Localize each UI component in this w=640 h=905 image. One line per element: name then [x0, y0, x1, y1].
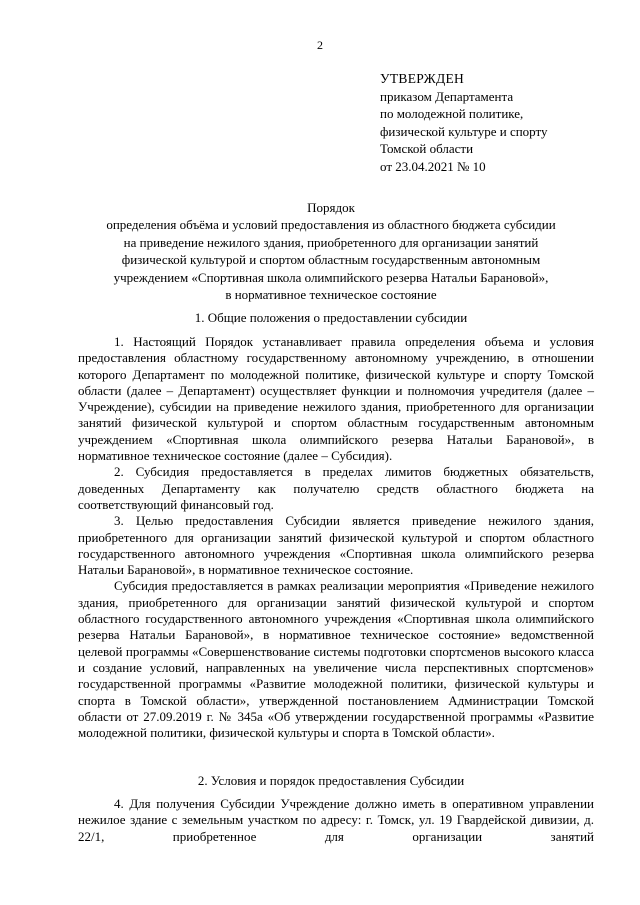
title-line: на приведение нежилого здания, приобретенного для организации занятий	[123, 234, 539, 250]
title-line: определения объёма и условий предоставления из областного бюджета субсидии	[106, 217, 556, 233]
approval-line: физической культуре и спорту	[380, 123, 548, 139]
approval-word: УТВЕРЖДЕН	[380, 71, 465, 86]
section-1-heading: 1. Общие положения о предоставлении субсидии	[194, 310, 468, 325]
approval-line: по молодежной политике,	[380, 106, 524, 121]
approval-line: приказом Департамента	[380, 88, 514, 104]
paragraph-4: 4. Для получения Субсидии Учреждение должно иметь в оперативном управлении нежилое здание с земельным участком по адресу: г. Томск, ул. 19 Гвардейской дивизии, д. 22/1, приобретенное для организации занятий	[78, 796, 594, 844]
title-line: в нормативное техническое состояние	[225, 287, 437, 303]
section-1-body	[78, 334, 594, 741]
approval-line: Томской области	[380, 141, 474, 156]
paragraph-3: 3. Целью предоставления Субсидии является приведение нежилого здания, приобретенного для организации занятий физической культурой и спортом областного государственного автономного учреждения «Спортивная школа олимпийского резерва Натальи Барановой», в нормативное техническое состояние.	[78, 513, 594, 578]
approval-date-line: от 23.04.2021 № 10	[380, 158, 486, 174]
title-line: физической культурой и спортом областным государственным автономным	[121, 252, 541, 268]
title-line: учреждением «Спортивная школа олимпийского резерва Натальи Барановой»,	[113, 269, 549, 285]
section-2-body	[78, 796, 594, 845]
paragraph-2: 2. Субсидия предоставляется в пределах лимитов бюджетных обязательств, доведенных Департаменту как получателю средств областного бюджета на соответствующий финансовый год.	[78, 464, 594, 512]
title-heading: Порядок	[307, 200, 355, 215]
document-title	[78, 199, 584, 303]
approval-stamp	[380, 70, 610, 175]
paragraph-1: 1. Настоящий Порядок устанавливает правила определения объема и условия предоставления областному государственному автономному учреждению, в отношении которого Департамент по молодежной политике, физической культуре и спорту Томской области (далее – Департамент) осуществляет функции и полномочия учредителя (далее – Учреждение), субсидии на приведение нежилого здания, приобретенного для организации занятий физической культурой и спортом областным государственным автономным учреждением «Спортивная школа олимпийского резерва Натальи Барановой», в нормативное техническое состояние (далее – Субсидия).	[78, 334, 594, 464]
page-number: 2	[317, 38, 323, 52]
section-2-heading: 2. Условия и порядок предоставления Субсидии	[197, 773, 465, 788]
paragraph-3-continuation: Субсидия предоставляется в рамках реализации мероприятия «Приведение нежилого здания, приобретенного для организации занятий физической культурой и спортом областного государственного автономного учреждения «Спортивная школа олимпийского резерва Натальи Барановой», в нормативное техническое состояние» ведомственной целевой программы «Совершенствование системы подготовки спортсменов высокого класса и создание условий, направленных на увеличение числа перспективных спортсменов» государственной программы «Развитие молодежной политики, физической культуры и спорта в Томской области», утвержденной постановлением Администрации Томской области от 27.09.2019 г. № 345а «Об утверждении государственной программы «Развитие молодежной политики, физической культуры и спорта в Томской области».	[78, 578, 594, 741]
